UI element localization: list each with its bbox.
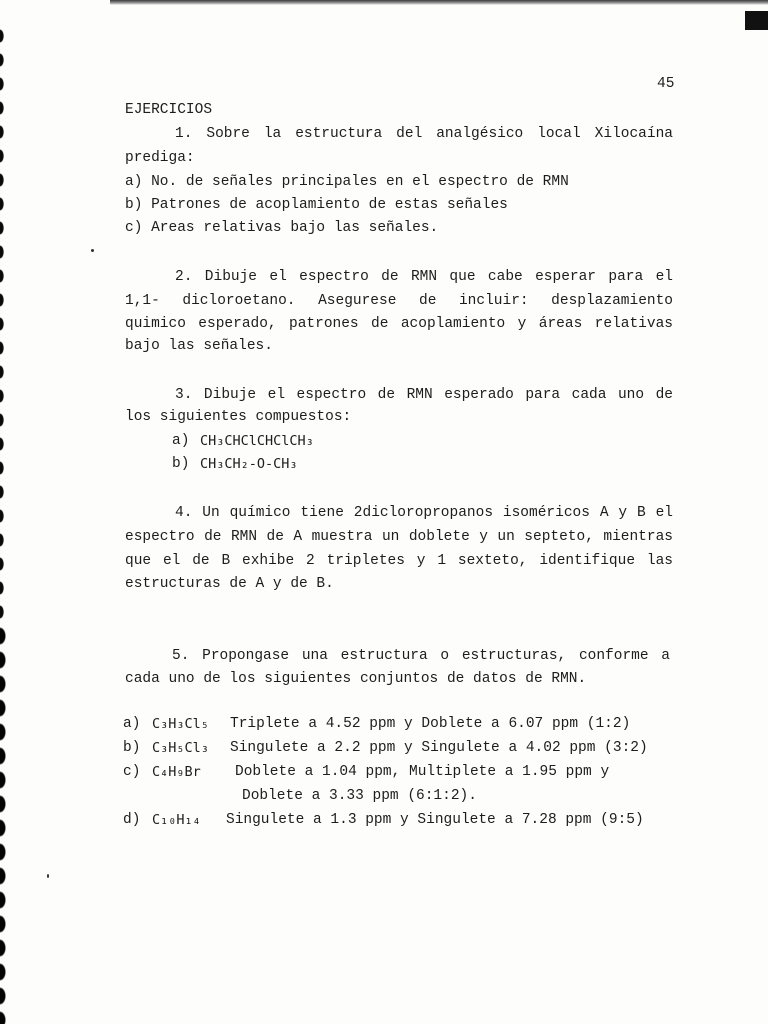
exercise-4-line: que el de B exhibe 2 tripletes y 1 sexteto, identifique las (125, 553, 673, 569)
data-set-a-formula: C₃H₃Cl₅ (152, 716, 209, 732)
scan-speck (47, 874, 49, 878)
exercise-4-line: estructuras de A y de B. (125, 576, 334, 592)
scan-corner-mark (745, 11, 768, 30)
exercise-4-line: espectro de RMN de A muestra un doblete y un septeto, mientras (125, 529, 673, 545)
exercise-3-compound-a-label: a) (172, 433, 190, 449)
data-set-c-label: c) (123, 764, 141, 780)
exercise-1-item-b: b) Patrones de acoplamiento de estas señales (125, 197, 508, 213)
data-set-d-formula: C₁₀H₁₄ (152, 812, 201, 828)
exercise-2-statement: 2. Dibuje el espectro de RMN que cabe esperar para el (175, 269, 673, 285)
data-set-d-description: Singulete a 1.3 ppm y Singulete a 7.28 ppm (9:5) (226, 812, 644, 828)
scan-speck (91, 249, 94, 252)
exercise-2-line: bajo las señales. (125, 338, 273, 354)
exercise-3-line: los siguientes compuestos: (125, 409, 352, 425)
page-number: 45 (657, 76, 675, 92)
data-set-d-label: d) (123, 812, 141, 828)
scan-top-edge (110, 0, 768, 5)
data-set-a-label: a) (123, 716, 141, 732)
binding-holes-lower (0, 624, 10, 1024)
data-set-b-description: Singulete a 2.2 ppm y Singulete a 4.02 ppm (3:2) (230, 740, 648, 756)
exercise-3-compound-b-label: b) (172, 456, 190, 472)
exercise-5-statement: 5. Propongase una estructura o estructuras, conforme a (172, 648, 670, 664)
exercise-2-line: quimico esperado, patrones de acoplamiento y áreas relativas (125, 316, 673, 332)
data-set-b-formula: C₃H₅Cl₃ (152, 740, 209, 756)
data-set-c-description-continued: Doblete a 3.33 ppm (6:1:2). (242, 788, 477, 804)
data-set-c-description: Doblete a 1.04 ppm, Multiplete a 1.95 ppm y (235, 764, 610, 780)
data-set-c-formula: C₄H₉Br (152, 764, 201, 780)
data-set-b-label: b) (123, 740, 141, 756)
binding-holes (0, 24, 9, 624)
exercise-3-compound-b-formula: CH₃CH₂-O-CH₃ (200, 456, 298, 472)
exercise-2-line: 1,1- dicloroetano. Asegurese de incluir: desplazamiento (125, 293, 673, 309)
exercise-1-line: prediga: (125, 150, 195, 166)
section-heading: EJERCICIOS (125, 102, 213, 118)
exercise-1-statement: 1. Sobre la estructura del analgésico local Xilocaína (175, 126, 673, 142)
exercise-1-item-a: a) No. de señales principales en el espectro de RMN (125, 174, 569, 190)
exercise-1-item-c: c) Areas relativas bajo las señales. (125, 220, 439, 236)
data-set-a-description: Triplete a 4.52 ppm y Doblete a 6.07 ppm (1:2) (230, 716, 631, 732)
exercise-4-statement: 4. Un químico tiene 2dicloropropanos isoméricos A y B el (175, 505, 673, 521)
exercise-3-statement: 3. Dibuje el espectro de RMN esperado para cada uno de (175, 387, 673, 403)
exercise-3-compound-a-formula: CH₃CHClCHClCH₃ (200, 433, 314, 449)
exercise-5-line: cada uno de los siguientes conjuntos de datos de RMN. (125, 671, 587, 687)
